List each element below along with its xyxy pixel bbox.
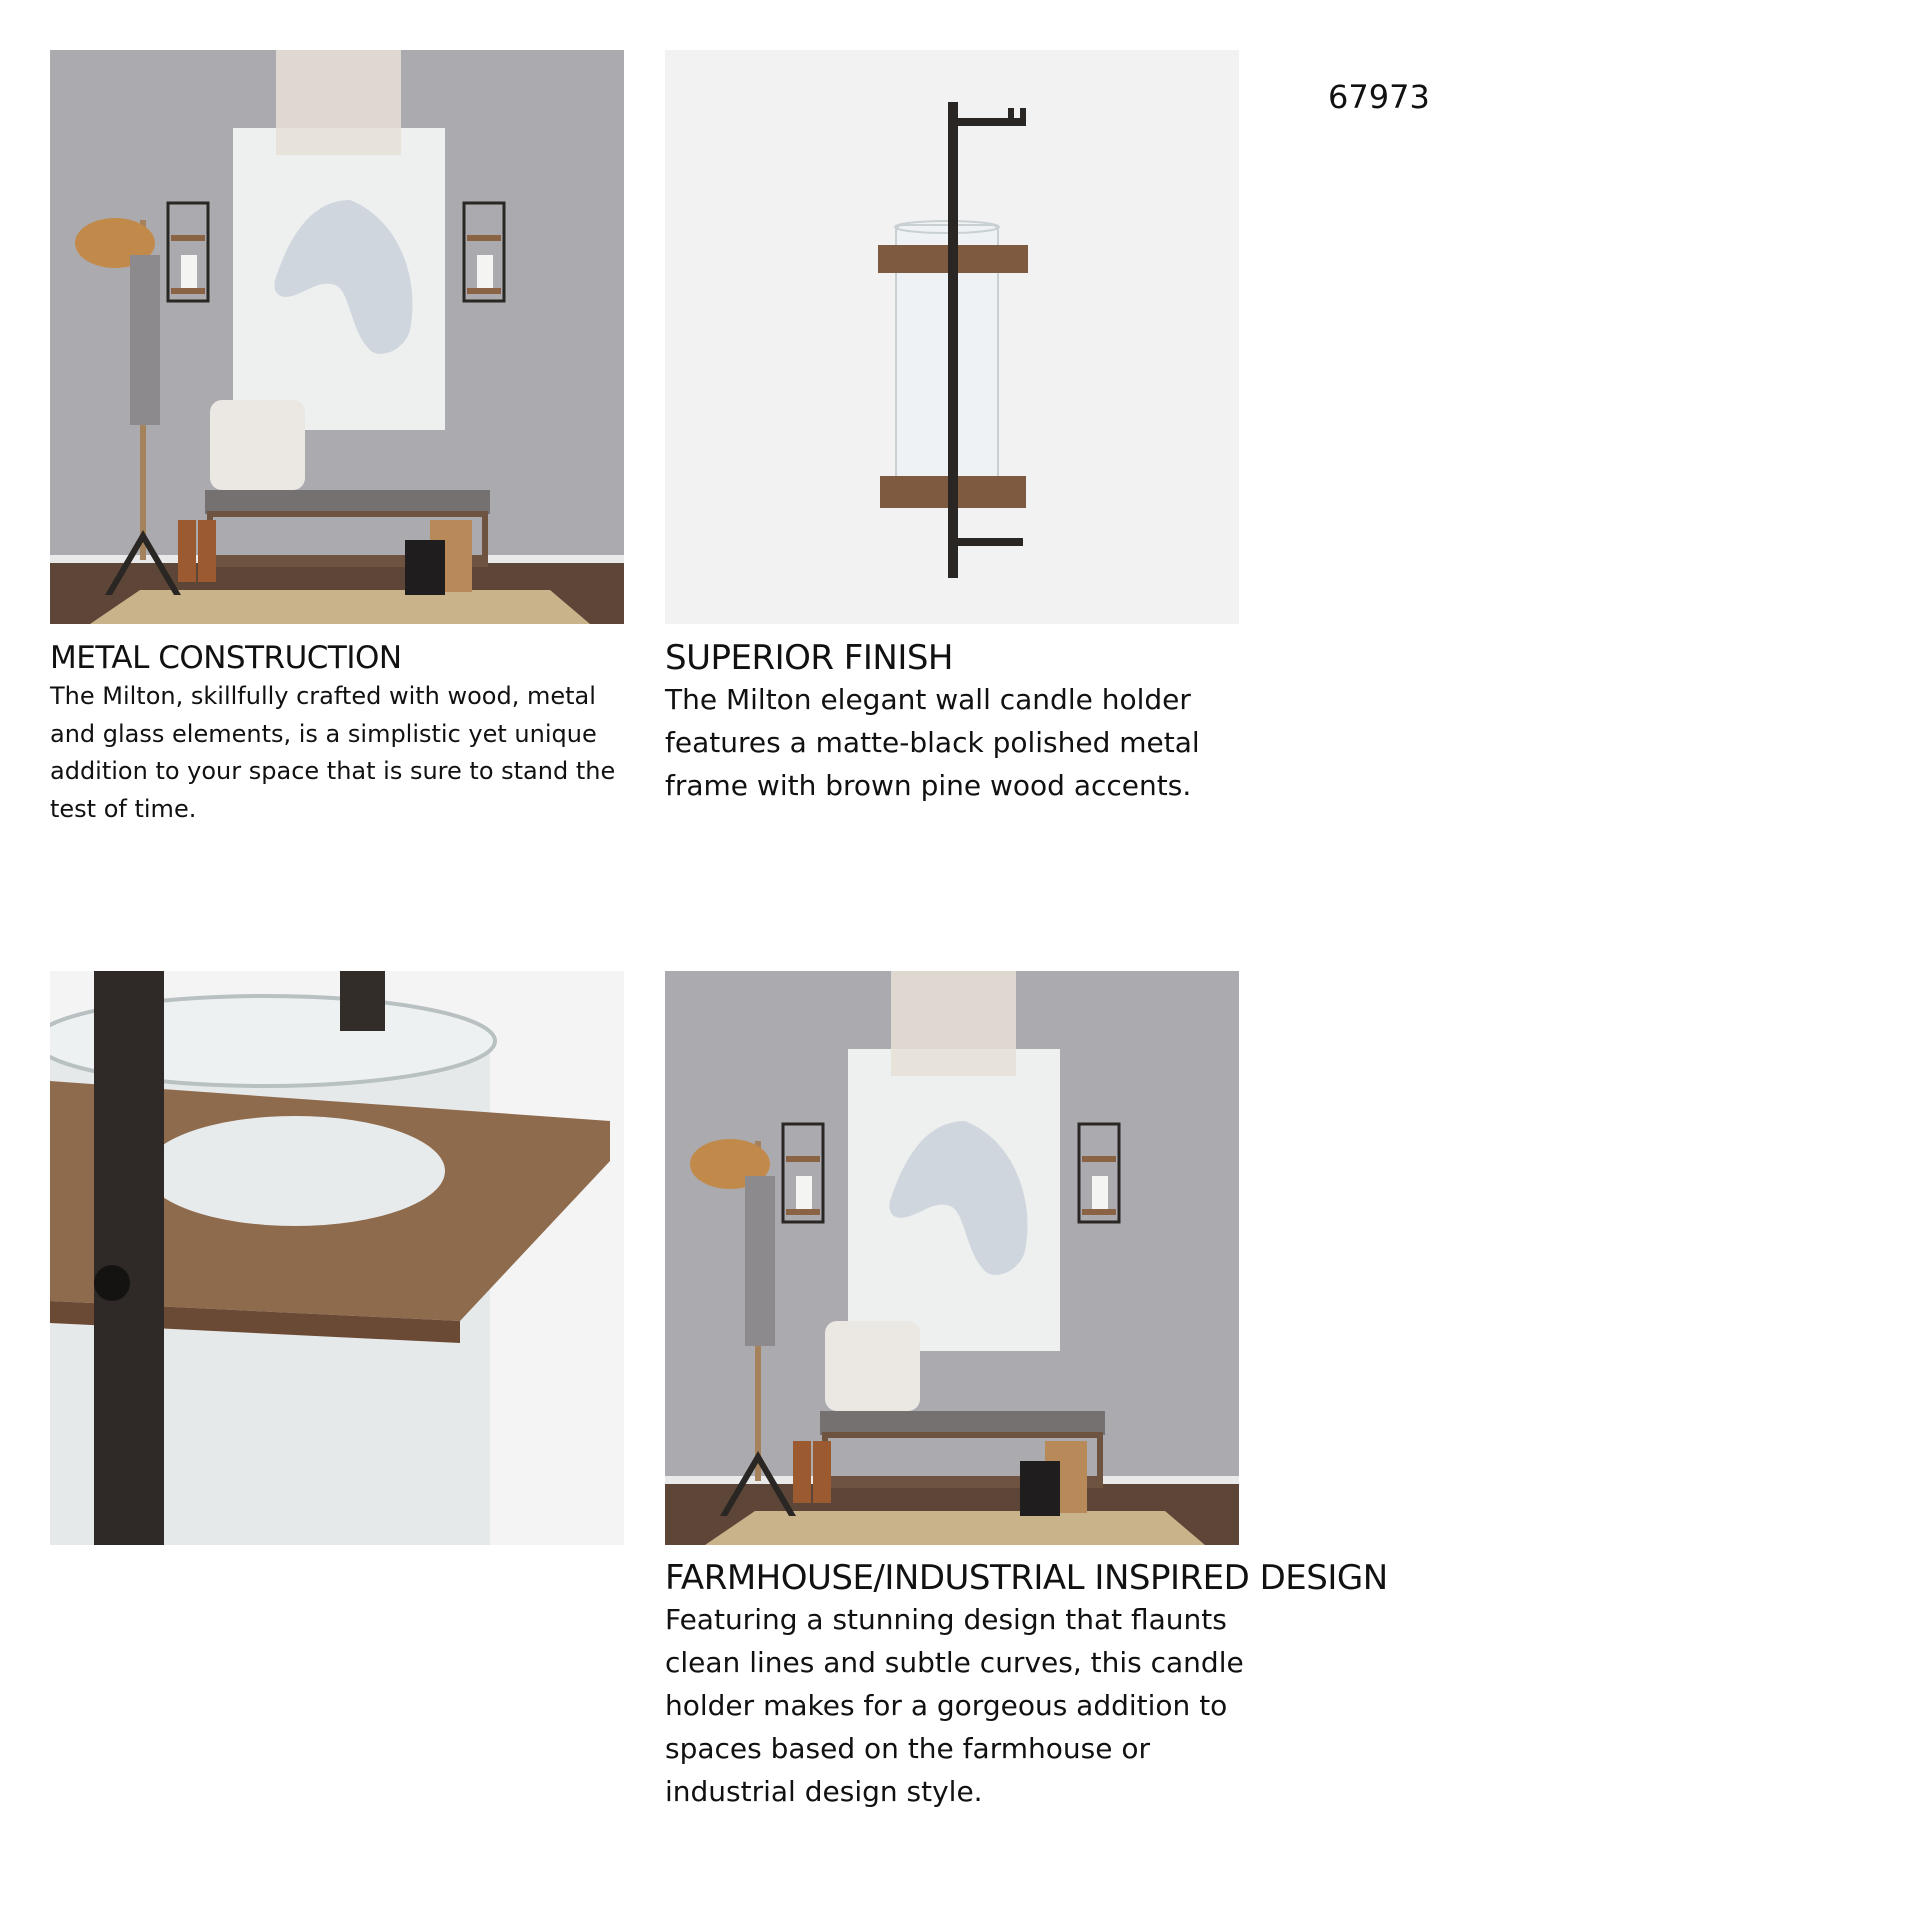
product-photo bbox=[665, 50, 1239, 624]
room-scene-photo-2 bbox=[665, 971, 1239, 1545]
section-heading-design: FARMHOUSE/INDUSTRIAL INSPIRED DESIGN bbox=[665, 1558, 1388, 1598]
closeup-photo bbox=[50, 971, 624, 1545]
room-scene-illustration bbox=[50, 50, 624, 624]
section-body-superior-finish: The Milton elegant wall candle holder features a matte-black polished metal frame with brown pine wood accents. bbox=[665, 683, 1200, 802]
section-body-metal-construction: The Milton, skillfully crafted with wood, metal and glass elements, is a simplistic yet unique addition to your space that is sure to stand the test of time. bbox=[50, 682, 616, 823]
section-heading-metal-construction: METAL CONSTRUCTION bbox=[50, 640, 402, 676]
candle-holder-illustration bbox=[665, 50, 1239, 624]
room-scene-illustration-2 bbox=[665, 971, 1239, 1545]
section-body-design: Featuring a stunning design that flaunts clean lines and subtle curves, this candle holder makes for a gorgeous addition to spaces based on the farmhouse or industrial design style. bbox=[665, 1603, 1244, 1808]
room-scene-photo bbox=[50, 50, 624, 624]
sku-number: 67973 bbox=[1328, 78, 1430, 116]
closeup-illustration bbox=[50, 971, 624, 1545]
section-heading-superior-finish: SUPERIOR FINISH bbox=[665, 638, 953, 678]
